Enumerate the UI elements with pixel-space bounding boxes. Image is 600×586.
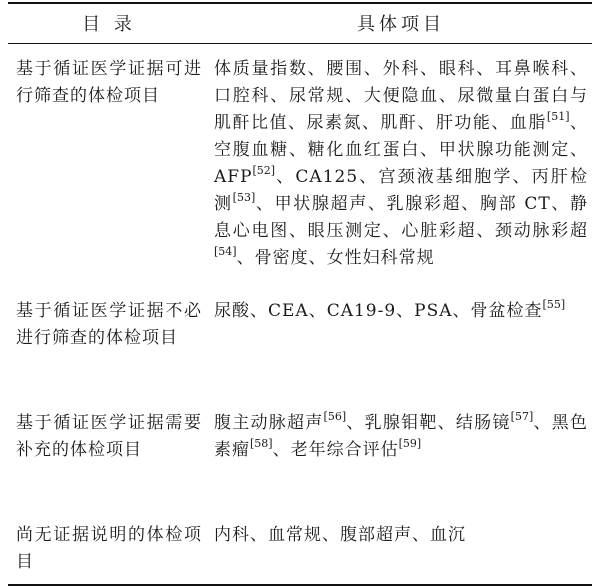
citation-superscript: [54] xyxy=(214,244,237,258)
category-cell: 基于循证医学证据需要补充的体检项目 xyxy=(16,412,202,460)
category-cell: 尚无证据说明的体检项目 xyxy=(16,524,202,572)
checkup-items-table-container xyxy=(8,2,592,578)
item-text: 腹主动脉超声 xyxy=(214,412,324,433)
citation-superscript: [56] xyxy=(323,409,347,423)
table-row xyxy=(8,286,592,398)
table-body xyxy=(8,43,592,585)
citation-superscript: [58] xyxy=(250,436,273,450)
citation-superscript: [59] xyxy=(398,436,422,450)
item-text: 、甲状腺超声、乳腺彩超、胸部 CT、静息心电图、眼压测定、心脏彩超、颈动脉彩超 xyxy=(214,193,589,241)
items-cell xyxy=(210,43,592,286)
header-row xyxy=(8,3,592,43)
citation-superscript: [51] xyxy=(546,109,570,123)
header-items: 具体项目 xyxy=(357,14,445,36)
item-text: 、乳腺钼靶、结肠镜 xyxy=(346,412,511,433)
item-text: 体质量指数、腰围、外科、眼科、耳鼻喉科、口腔科、尿常规、大便隐血、尿微量白蛋白与肌酐比值、尿素氮、肌酐、肝功能、血脂 xyxy=(214,58,588,133)
items-cell xyxy=(210,286,592,398)
items-cell xyxy=(210,510,592,585)
citation-superscript: [57] xyxy=(510,409,534,423)
category-cell: 基于循证医学证据可进行筛查的体检项目 xyxy=(16,58,202,106)
citation-superscript: [52] xyxy=(252,163,276,177)
items-cell xyxy=(210,398,592,510)
checkup-items-table xyxy=(8,2,592,586)
table-row xyxy=(8,398,592,510)
item-text: 、骨密度、女性妇科常规 xyxy=(236,247,435,268)
item-text: 内科、血常规、腹部超声、血沉 xyxy=(214,524,466,545)
item-text: 、黑色素瘤 xyxy=(214,412,589,460)
table-header xyxy=(8,3,592,43)
item-text: 尿酸、CEA、CA19-9、PSA、骨盆检查 xyxy=(214,300,543,321)
header-category: 目 录 xyxy=(82,14,136,36)
citation-superscript: [55] xyxy=(542,297,566,311)
citation-superscript: [53] xyxy=(232,190,256,204)
table-row xyxy=(8,43,592,286)
table-row xyxy=(8,510,592,585)
item-text: 、空腹血糖、糖化血红蛋白、甲状腺功能测定、AFP xyxy=(214,112,589,187)
category-cell: 基于循证医学证据不必进行筛查的体检项目 xyxy=(16,300,202,348)
item-text: 、CA125、宫颈液基细胞学、丙肝检测 xyxy=(214,166,588,214)
item-text: 、老年综合评估 xyxy=(272,439,399,460)
